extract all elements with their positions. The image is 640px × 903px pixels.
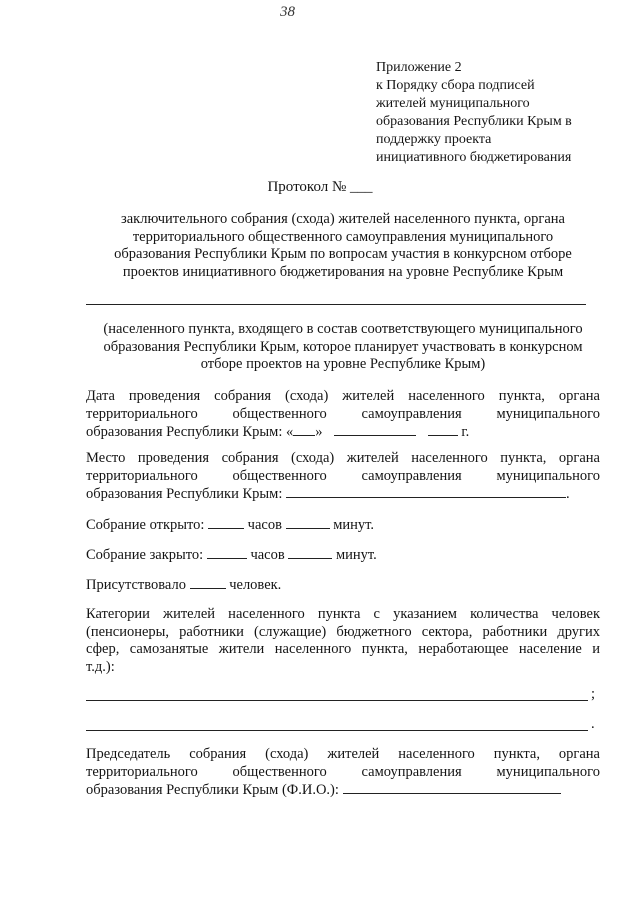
closed-minutes-field[interactable] (288, 546, 332, 559)
categories-line: (пенсионеры, работники (служащие) бюджетного сектора, работники других (86, 623, 600, 640)
closed-hours-field[interactable] (207, 546, 247, 559)
note-line: (населенного пункта, входящего в состав соответствующего муниципального (103, 321, 583, 337)
appendix-line: поддержку проекта (376, 132, 492, 147)
chairman-name-field[interactable] (343, 781, 561, 794)
categories-line2-end: . (591, 716, 595, 732)
opened-minutes-field[interactable] (286, 516, 330, 529)
categories-line1-end: ; (591, 686, 596, 702)
chairman-paragraph (86, 746, 600, 800)
appendix-line: Приложение 2 (376, 60, 462, 75)
meeting-opened-line: Собрание открыто: часов минут. (86, 517, 375, 533)
attendance-line: Присутствовало человек. (86, 577, 282, 593)
categories-line: Категории жителей населенного пункта с указанием количества человек (86, 606, 600, 622)
chair-line: территориального общественного самоуправления муниципального (86, 763, 600, 780)
subject-line: образования Республики Крым по вопросам участия в конкурсном отборе (114, 246, 572, 262)
settlement-note (86, 321, 600, 374)
categories-field-2[interactable] (86, 730, 588, 731)
attendance-count-field[interactable] (190, 576, 226, 589)
appendix-line: инициативного бюджетирования (376, 150, 572, 165)
meeting-place-field[interactable] (286, 485, 566, 498)
opened-hours-field[interactable] (208, 516, 244, 529)
appendix-header (376, 59, 572, 167)
date-year-field[interactable] (428, 423, 458, 436)
place-line: Место проведения собрания (схода) жителей населенного пункта, органа (86, 450, 600, 466)
chair-line: Председатель собрания (схода) жителей населенного пункта, органа (86, 746, 600, 762)
date-line: территориального общественного самоуправления муниципального (86, 405, 600, 422)
appendix-line: жителей муниципального (376, 96, 530, 111)
place-line-fields: образования Республики Крым: . (86, 486, 570, 502)
meeting-closed-line: Собрание закрыто: часов минут. (86, 547, 377, 563)
appendix-line: образования Республики Крым в (376, 114, 572, 129)
protocol-title: Протокол № ___ (267, 179, 373, 195)
resident-categories-paragraph (86, 606, 600, 676)
meeting-date-paragraph (86, 388, 600, 442)
subject-line: проектов инициативного бюджетирования на уровне Республике Крым (122, 263, 564, 280)
subject-line: территориального общественного самоуправления муниципального (132, 228, 554, 245)
settlement-name-field[interactable] (86, 304, 586, 305)
protocol-subject (86, 211, 600, 281)
meeting-place-paragraph (86, 450, 600, 504)
appendix-line: к Порядку сбора подписей (376, 78, 535, 93)
date-line-fields: образования Республики Крым: « » г. (86, 424, 470, 440)
note-line: образования Республики Крым, которое планирует участвовать в конкурсном (103, 338, 583, 355)
chair-line-fields: образования Республики Крым (Ф.И.О.): (86, 781, 600, 800)
categories-line: сфер, самозанятые жители населенного пункта, неработающее население и (86, 641, 600, 657)
date-line: Дата проведения собрания (схода) жителей населенного пункта, органа (86, 388, 600, 404)
place-line: территориального общественного самоуправления муниципального (86, 467, 600, 484)
note-line: отборе проектов на уровне Республике Крым) (200, 356, 486, 372)
date-month-field[interactable] (334, 423, 416, 436)
date-day-field[interactable] (293, 423, 315, 436)
page-number: 38 (280, 4, 295, 20)
categories-field-1[interactable] (86, 700, 588, 701)
categories-line: т.д.): (86, 658, 115, 675)
subject-line: заключительного собрания (схода) жителей населенного пункта, органа (121, 211, 565, 227)
